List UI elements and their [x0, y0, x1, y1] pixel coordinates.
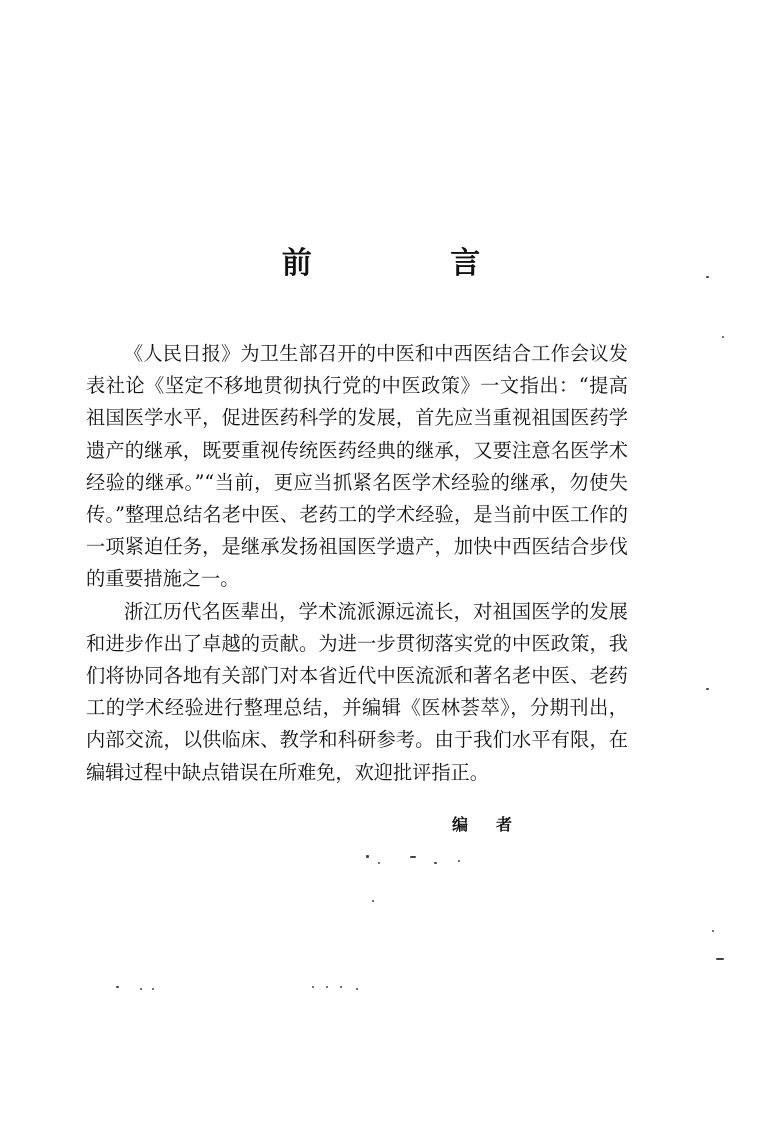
- scan-speck: [706, 688, 709, 690]
- scan-speck: [378, 862, 380, 864]
- scan-speck: [312, 986, 314, 988]
- scan-speck: [366, 855, 369, 858]
- scan-speck: [326, 986, 328, 988]
- scan-speck: [372, 900, 374, 902]
- scan-speck: [152, 988, 154, 990]
- signature: 编者: [452, 815, 541, 834]
- scan-speck: [340, 986, 342, 988]
- page-title: 前 言: [281, 246, 545, 281]
- scan-speck: [356, 988, 358, 990]
- scan-speck: [712, 930, 714, 932]
- paragraph-1: 《人民日报》为卫生部召开的中医和中西医结合工作会议发表社论《坚定不移地贯彻执行党的中医政策》一文指出：“提高祖国医学水平，促进医药科学的发展，首先应当重视祖国医药学遗产的继承，既要重视传统医药经典的继承，又要注意名医学术经验的继承。”“当前，更应当抓紧名医学术经验的继承，勿使失传。”整理总结名老中医、老药工的学术经验，是当前中医工作的一项紧迫任务，是继承发扬祖国医学遗产，加快中西医结合步伐的重要措施之一。: [86, 342, 628, 591]
- scan-speck: [116, 986, 119, 988]
- scan-speck: [458, 860, 460, 862]
- scan-speck: [706, 276, 709, 278]
- preface-body: [86, 338, 628, 789]
- scan-speck: [434, 862, 437, 864]
- scan-speck: [140, 988, 142, 990]
- scan-speck: [410, 856, 416, 858]
- paragraph-2: 浙江历代名医辈出，学术流派源远流长，对祖国医学的发展和进步作出了卓越的贡献。为进一步贯彻落实党的中医政策，我们将协同各地有关部门对本省近代中医流派和著名老中医、老药工的学术经验进行整理总结，并编辑《医林荟萃》，分期刊出，内部交流，以供临床、教学和科研参考。由于我们水平有限，在编辑过程中缺点错误在所难免，欢迎批评指正。: [86, 599, 628, 784]
- scan-speck: [722, 336, 724, 338]
- scan-speck: [716, 958, 724, 960]
